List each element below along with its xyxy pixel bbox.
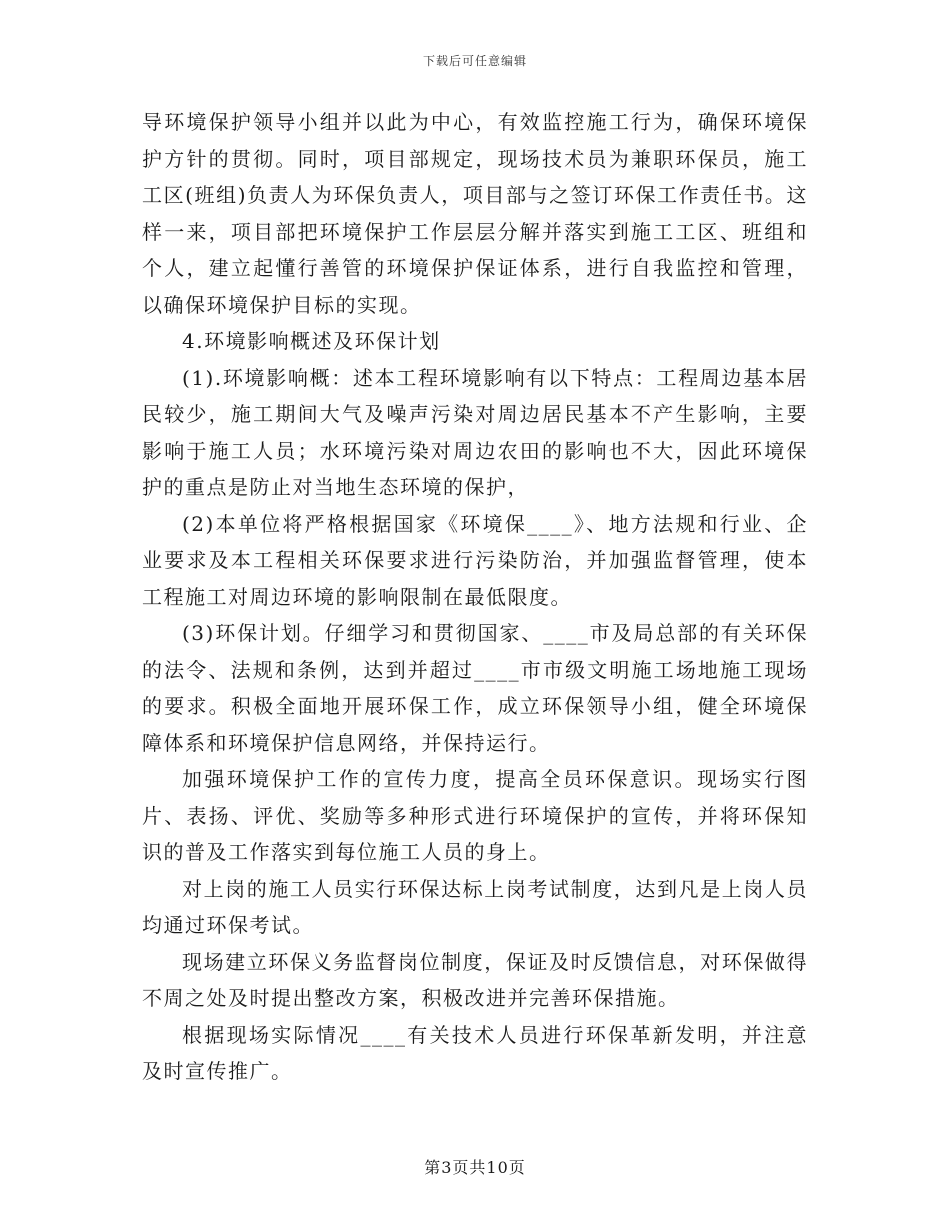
- page-header: 下载后可任意编辑: [422, 54, 527, 68]
- page-footer: 第3页共10页: [424, 1158, 526, 1177]
- paragraph-regulations: (2)本单位将严格根据国家《环境保____》、地方法规和行业、企业要求及本工程相关环保要求进行污染防治，并加强监督管理，使本工程施工对周边环境的影响限制在最低限度。: [142, 511, 808, 609]
- paragraph-publicity: 加强环境保护工作的宣传力度，提高全员环保意识。现场实行图片、表扬、评优、奖励等多种形式进行环境保护的宣传，并将环保知识的普及工作落实到每位施工人员的身上。: [142, 767, 808, 864]
- paragraph-continuation: 导环境保护领导小组并以此为中心，有效监控施工行为，确保环境保护方针的贯彻。同时，项目部规定，现场技术员为兼职环保员，施工工区(班组)负责人为环保负责人，项目部与之签订环保工作责任书。这样一来，项目部把环境保护工作层层分解并落实到施工工区、班组和个人，建立起懂行善管的环境保护保证体系，进行自我监控和管理，以确保环境保护目标的实现。: [142, 110, 808, 317]
- section-heading: 4.环境影响概述及环保计划: [182, 329, 441, 353]
- paragraph-supervision: 现场建立环保义务监督岗位制度，保证及时反馈信息，对环保做得不周之处及时提出整改方案，积极改进并完善环保措施。: [142, 949, 808, 1010]
- paragraph-impact-overview: (1).环境影响概：述本工程环境影响有以下特点：工程周边基本居民较少，施工期间大气及噪声污染对周边居民基本不产生影响，主要影响于施工人员；水环境污染对周边农田的影响也不大，因此环境保护的重点是防止对当地生态环境的保护，: [142, 365, 808, 499]
- paragraph-innovation: 根据现场实际情况____有关技术人员进行环保革新发明，并注意及时宣传推广。: [142, 1022, 808, 1083]
- document-body: [142, 104, 808, 1090]
- paragraph-environmental-plan: (3)环保计划。仔细学习和贯彻国家、____市及局总部的有关环保的法令、法规和条例，达到并超过____市市级文明施工场地施工现场的要求。积极全面地开展环保工作，成立环保领导小组，健全环境保障体系和环境保护信息网络，并保持运行。: [142, 621, 808, 755]
- paragraph-exam-system: 对上岗的施工人员实行环保达标上岗考试制度，达到凡是上岗人员均通过环保考试。: [142, 876, 808, 937]
